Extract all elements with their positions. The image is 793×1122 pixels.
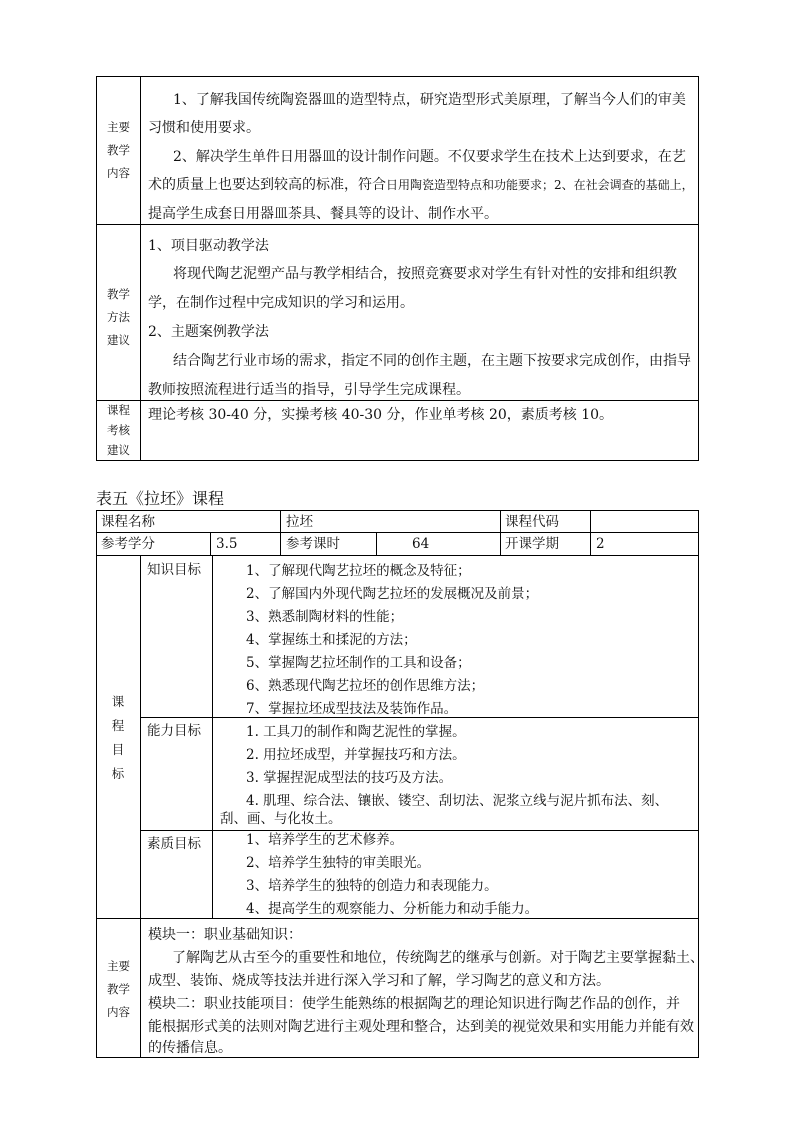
table2-row-divider <box>96 532 699 533</box>
ability-item: 刮、画、与化妆土。 <box>220 811 342 827</box>
content-line: 术的质量上也要达到较高的标准，符合日用陶瓷造型特点和功能要求；2、在社会调查的基础上， <box>148 177 694 193</box>
goals-sublabel-divider <box>212 555 213 918</box>
method-line: 教师按照流程进行适当的指导，引导学生完成课程。 <box>148 382 470 398</box>
hours-label: 参考课时 <box>286 536 340 552</box>
table2-col-divider <box>280 510 281 555</box>
method-line: 1、项目驱动教学法 <box>148 238 269 254</box>
ability-item: 2. 用拉坯成型，并掌握技巧和方法。 <box>246 747 466 763</box>
knowledge-item: 6、熟悉现代陶艺拉坯的创作思维方法； <box>246 678 485 694</box>
table1-label-divider <box>140 76 141 461</box>
term-value: 2 <box>596 536 605 552</box>
quality-item: 4、提高学生的观察能力、分析能力和动手能力。 <box>246 901 539 917</box>
ability-item: 1. 工具刀的制作和陶艺泥性的掌握。 <box>246 724 466 740</box>
hours-value: 64 <box>412 536 430 552</box>
table2-col-divider <box>376 532 377 555</box>
module-line: 的传播信息。 <box>148 1040 232 1056</box>
knowledge-item: 3、熟悉制陶材料的性能； <box>246 609 404 625</box>
main-content-label: 主要 教学 内容 <box>107 959 130 1019</box>
ability-item: 3. 掌握捏泥成型法的技巧及方法。 <box>246 770 453 786</box>
assessment-label: 课程 考核 建议 <box>107 403 130 457</box>
quality-item: 3、培养学生的独特的创造力和表现能力。 <box>246 878 498 894</box>
quality-goal-label: 素质目标 <box>147 836 201 852</box>
goals-label-divider <box>140 555 141 918</box>
content-line: 1、了解我国传统陶瓷器皿的造型特点，研究造型形式美原理，了解当今人们的审美 <box>173 92 686 108</box>
method-label: 教学 方法 建议 <box>107 287 130 347</box>
ability-item: 4. 肌理、综合法、镶嵌、镂空、刮切法、泥浆立线与泥片抓布法、刻、 <box>246 793 669 809</box>
credit-label: 参考学分 <box>101 536 155 552</box>
table2-right-border <box>698 510 699 1058</box>
content-line: 习惯和使用要求。 <box>148 120 260 136</box>
table2-col-divider <box>500 510 501 555</box>
table1-top-border <box>96 76 699 77</box>
knowledge-item: 4、掌握练土和揉泥的方法； <box>246 632 417 648</box>
module-line: 模块一：职业基础知识： <box>148 927 302 943</box>
table2-row-divider <box>96 555 699 556</box>
knowledge-item: 1、了解现代陶艺拉坯的概念及特征； <box>246 563 471 579</box>
table1-row-divider <box>96 400 699 401</box>
main-content-label-divider <box>140 918 141 1057</box>
method-line: 2、主题案例教学法 <box>148 324 269 340</box>
table1-bottom-border <box>96 460 699 461</box>
course-code-label: 课程代码 <box>505 514 559 530</box>
method-line: 将现代陶艺泥塑产品与教学相结合，按照竞赛要求对学生有针对性的安排和组织教 <box>173 266 677 282</box>
course-name-value: 拉坯 <box>286 514 313 530</box>
method-line: 学，在制作过程中完成知识的学习和运用。 <box>148 295 414 311</box>
goals-row-divider <box>140 830 699 831</box>
knowledge-item: 5、掌握陶艺拉坯制作的工具和设备； <box>246 655 471 671</box>
table1-row-divider <box>96 224 699 225</box>
term-label: 开课学期 <box>505 536 559 552</box>
module-line: 成型、装饰、烧成等技法并进行深入学习和了解，学习陶艺的意义和方法。 <box>148 973 610 989</box>
course-goals-label: 课 程 目 标 <box>111 694 125 781</box>
module-line: 了解陶艺从古至今的重要性和地位，传统陶艺的继承与创新。对于陶艺主要掌握黏土、 <box>172 950 704 966</box>
knowledge-item: 2、了解国内外现代陶艺拉坯的发展概况及前景； <box>246 586 539 602</box>
module-line: 模块二：职业技能项目：使学生能熟练的根据陶艺的理论知识进行陶艺作品的创作，并 <box>148 996 680 1012</box>
table1-right-border <box>698 76 699 461</box>
table2-col-divider <box>210 532 211 555</box>
knowledge-item: 7、掌握拉坯成型技法及装饰作品。 <box>246 701 458 717</box>
table2-top-border <box>96 510 699 511</box>
quality-item: 1、培养学生的艺术修养。 <box>246 832 404 848</box>
content-line: 提高学生成套日用器皿茶具、餐具等的设计、制作水平。 <box>148 206 498 222</box>
knowledge-goal-label: 知识目标 <box>147 562 201 578</box>
course-name-label: 课程名称 <box>101 514 155 530</box>
assessment-text: 理论考核 30-40 分，实操考核 40-30 分，作业单考核 20，素质考核 10。 <box>148 407 614 423</box>
content-line: 2、解决学生单件日用器皿的设计制作问题。不仅要求学生在技术上达到要求，在艺 <box>173 149 686 165</box>
table-caption: 表五《拉坯》课程 <box>96 489 225 508</box>
ability-goal-label: 能力目标 <box>147 723 201 739</box>
method-line: 结合陶艺行业市场的需求，指定不同的创作主题，在主题下按要求完成创作，由指导 <box>173 353 691 369</box>
main-content-label: 主要 教学 内容 <box>107 120 130 180</box>
credit-value: 3.5 <box>216 536 238 552</box>
module-line: 能根据形式美的法则对陶艺进行主观处理和整合，达到美的视觉效果和实用能力并能有效 <box>148 1019 694 1035</box>
quality-item: 2、培养学生独特的审美眼光。 <box>246 855 431 871</box>
table2-col-divider <box>590 510 591 555</box>
